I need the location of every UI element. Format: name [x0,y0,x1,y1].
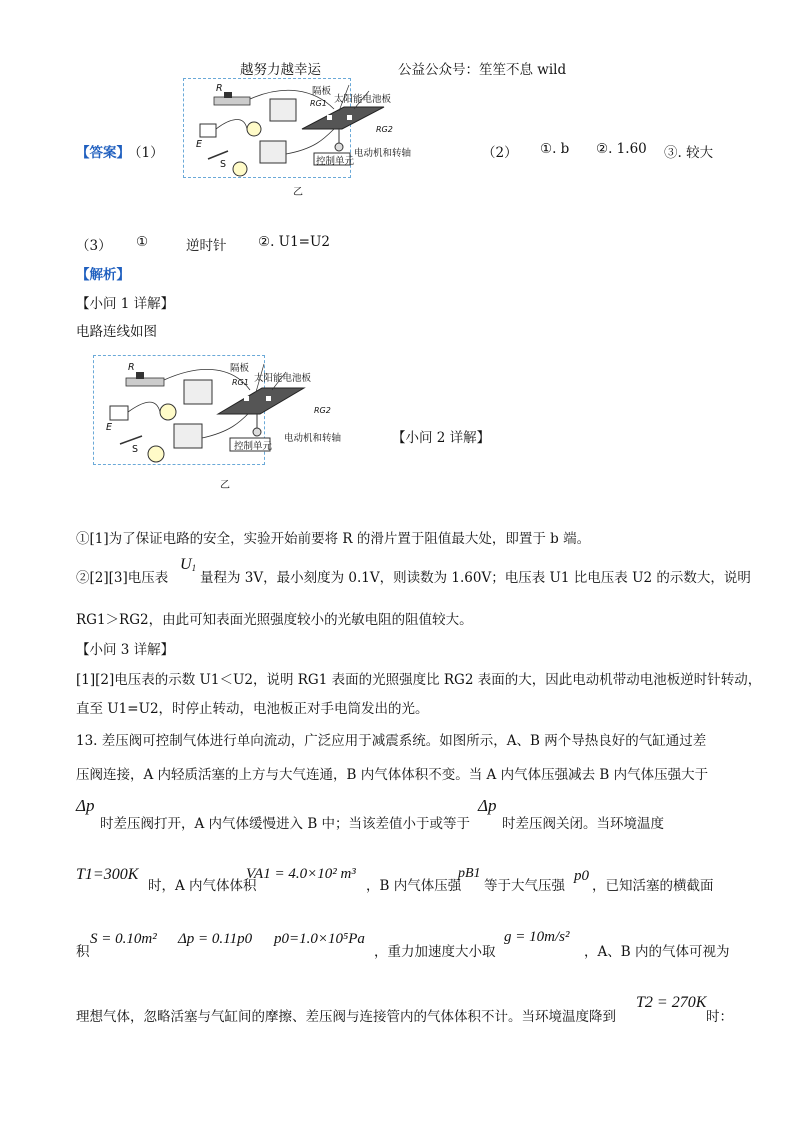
math-dp-1: Δp [76,796,95,815]
figure-caption-2: 乙 [220,480,230,491]
answer-q3-item-1: ① [136,234,149,250]
math-U1: $U_1$ [180,556,197,573]
label-R: R [216,83,223,94]
label-partition: 隔板 [312,86,332,97]
label-solar-panel-2: 太阳能电池板 [254,373,312,384]
p13-line5-c: ，A、B 内的气体可视为 [584,944,730,960]
header-left: 越努力越幸运 [240,62,321,78]
answer-q2-item-1: ①. b [540,141,570,157]
header-right: 公益公众号：笙笙不息 wild [398,62,567,78]
label-S-2: S [132,444,139,455]
math-T2: T2 = 270K [636,994,707,1011]
label-RG1: RG1 [310,99,327,108]
math-T1: T1=300K [76,866,139,883]
analysis-label: 【解析】 [76,267,130,283]
p13-line5-a: 积 [76,944,90,960]
math-VA1: VA1 = 4.0×10² m³ [246,866,356,882]
circuit-figure-answer [183,78,412,178]
analysis-p2a-prefix: ②[2][3]电压表 [76,570,169,586]
p13-line5-b: ，重力加速度大小取 [374,944,496,960]
label-partition-2: 隔板 [230,363,250,374]
p13-line2: 压阀连接，A 内轻质活塞的上方与大气连通，B 内气体体积不变。当 A 内气体压强减去 B 内气体压强大于 [76,767,709,783]
label-E-2: E [106,422,113,433]
analysis-p1: ①[1]为了保证电路的安全，实验开始前要将 R 的滑片置于阻值最大处，即置于 b 端。 [76,531,591,547]
answer-q3-item-2: 逆时针 [186,238,227,254]
math-dp-val: Δp = 0.11p0 [178,931,253,947]
answer-q3: （3） [76,238,112,254]
label-RG2: RG2 [376,125,393,134]
sub2-title: 【小问 2 详解】 [392,430,491,446]
p13-line4-d: ，已知活塞的横截面 [592,878,714,894]
label-R-2: R [128,362,135,373]
analysis-p2a-suffix: 量程为 3V，最小刻度为 0.1V，则读数为 1.60V；电压表 U1 比电压表 U2 的示数大，说明 [200,570,751,586]
sub1-title: 【小问 1 详解】 [76,296,175,312]
math-dp-2: Δp [478,796,497,815]
math-S: S = 0.10m² [90,931,157,947]
answer-q2: （2） [482,145,518,161]
analysis-p3a: [1][2]电压表的示数 U1＜U2，说明 RG1 表面的光照强度比 RG2 表面的大，因此电动机带动电池板逆时针转动， [76,672,762,688]
p13-line3-end: 时差压阀关闭。当环境温度 [502,816,664,832]
label-control-unit: 控制单元 [316,156,355,167]
label-solar-panel: 太阳能电池板 [334,94,392,105]
math-pB1: pB1 [458,866,481,881]
math-p0-val: p0=1.0×10⁵Pa [274,931,365,947]
analysis-p3b: 直至 U1=U2，时停止转动，电池板正对手电筒发出的光。 [76,701,429,717]
analysis-p2b: RG1＞RG2，由此可知表面光照强度较小的光敏电阻的阻值较大。 [76,612,473,628]
math-p0: p0 [574,868,589,884]
p13-line4-a: 时，A 内气体体积 [148,878,257,894]
answer-label: 【答案】 [76,145,130,161]
label-motor-shaft: 电动机和转轴 [354,148,412,159]
p13-line3-mid: 时差压阀打开，A 内气体缓慢进入 B 中；当该差值小于或等于 [100,816,471,832]
p13-line6: 理想气体，忽略活塞与气缸间的摩擦、差压阀与连接管内的气体体积不计。当环境温度降到 [76,1009,616,1025]
label-E: E [196,139,203,150]
p13-line1: 13. 差压阀可控制气体进行单向流动，广泛应用于减震系统。如图所示，A、B 两个导热良好的气缸通过差 [76,733,707,749]
figure-caption: 乙 [293,187,303,198]
answer-q2-item-2: ②. 1.60 [596,141,647,157]
answer-q2-item-3: ③. 较大 [664,145,714,161]
math-g: g = 10m/s² [504,929,570,945]
label-motor-shaft-2: 电动机和转轴 [284,433,342,444]
label-S: S [220,159,227,170]
answer-q3-item-3: ②. U1=U2 [258,234,330,250]
sub1-text: 电路连线如图 [76,324,157,340]
answer-q1: （1） [128,145,164,161]
sub3-title: 【小问 3 详解】 [76,642,175,658]
circuit-figure-analysis [93,355,342,465]
p13-line4-b: ，B 内气体压强 [366,878,462,894]
p13-line4-c: 等于大气压强 [484,878,565,894]
label-RG2-2: RG2 [314,406,331,415]
label-RG1-2: RG1 [232,378,249,387]
label-control-unit-2: 控制单元 [234,441,273,452]
p13-line6-end: 时： [706,1009,733,1025]
